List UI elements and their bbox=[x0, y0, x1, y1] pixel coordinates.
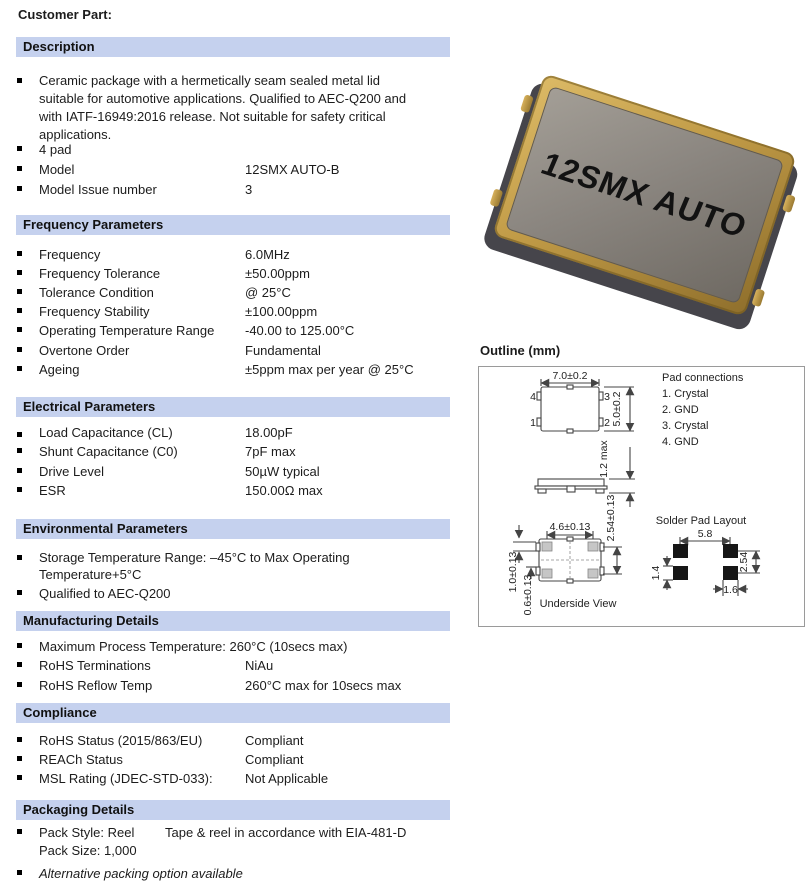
model-issue-value: 3 bbox=[245, 182, 253, 197]
underside-width-dim: 4.6±0.13 bbox=[549, 521, 591, 533]
bullet-icon bbox=[17, 590, 22, 595]
bullet-icon bbox=[17, 829, 22, 834]
packing-note-row bbox=[0, 866, 470, 883]
param-label: Overtone Order bbox=[39, 343, 130, 358]
bullet-icon bbox=[17, 308, 22, 313]
pad-number-3: 3 bbox=[604, 391, 610, 403]
param-value: Compliant bbox=[245, 733, 304, 748]
bullet-icon bbox=[17, 555, 22, 560]
param-value: @ 25°C bbox=[245, 285, 291, 300]
param-row bbox=[0, 678, 470, 695]
param-label: RoHS Terminations bbox=[39, 658, 151, 673]
param-label: Ageing bbox=[39, 362, 80, 377]
param-row bbox=[0, 444, 470, 461]
pad-connections bbox=[662, 372, 744, 448]
solder-pad-height-dim: 1.4 bbox=[650, 565, 662, 581]
pack-style-value: Tape & reel in accordance with EIA-481-D bbox=[165, 825, 407, 840]
description-line: with IATF-16949:2016 release. Not suitable for safety critical bbox=[39, 109, 386, 124]
model-issue-row bbox=[0, 182, 470, 199]
param-row bbox=[0, 266, 470, 283]
param-label: REACh Status bbox=[39, 752, 123, 767]
model-value: 12SMX AUTO-B bbox=[245, 162, 340, 177]
param-label: Drive Level bbox=[39, 464, 105, 479]
param-label: Frequency bbox=[39, 247, 101, 262]
section-header-packaging: Packaging Details bbox=[16, 800, 450, 820]
param-label: Operating Temperature Range bbox=[39, 323, 215, 338]
side-view bbox=[535, 440, 635, 507]
crystal-package bbox=[492, 73, 797, 317]
section-header-manufacturing: Manufacturing Details bbox=[16, 611, 450, 631]
param-value: Not Applicable bbox=[245, 771, 329, 786]
param-label: ESR bbox=[39, 483, 66, 498]
bullet-icon bbox=[17, 756, 22, 761]
underside-caption: Underside View bbox=[539, 598, 617, 610]
solder-pitch-dim: 2.54 bbox=[738, 551, 750, 573]
param-value: ±50.00ppm bbox=[245, 266, 310, 281]
param-value: ±100.00ppm bbox=[245, 304, 318, 319]
param-value: 6.0MHz bbox=[245, 247, 290, 262]
thickness-dim: 1.2 max bbox=[598, 440, 610, 478]
pack-size-text: Pack Size: 1,000 bbox=[39, 843, 137, 858]
param-value: Compliant bbox=[245, 752, 304, 767]
product-photo bbox=[488, 58, 804, 334]
pad-count-text: 4 pad bbox=[39, 142, 72, 157]
outline-title: Outline (mm) bbox=[480, 343, 561, 358]
package-marking-text: 12SMX AUTO bbox=[536, 145, 753, 245]
param-row bbox=[0, 285, 470, 302]
environmental-line: Storage Temperature Range: –45°C to Max Operating bbox=[39, 550, 350, 565]
param-value: 50µW typical bbox=[245, 464, 320, 479]
param-row bbox=[0, 752, 470, 769]
param-row bbox=[0, 464, 470, 481]
bullet-icon bbox=[17, 146, 22, 151]
section-header-electrical: Electrical Parameters bbox=[16, 397, 450, 417]
pad-number-1: 1 bbox=[530, 417, 536, 429]
bullet-icon bbox=[17, 166, 22, 171]
manufacturing-text: Maximum Process Temperature: 260°C (10secs max) bbox=[39, 639, 348, 654]
bullet-icon bbox=[17, 448, 22, 453]
param-row bbox=[0, 343, 470, 360]
bullet-icon bbox=[17, 870, 22, 875]
solder-pad-caption: Solder Pad Layout bbox=[655, 515, 747, 527]
pad-connections-title: Pad connections bbox=[662, 372, 744, 384]
bullet-icon bbox=[17, 468, 22, 473]
section-header-environmental: Environmental Parameters bbox=[16, 519, 450, 539]
param-label: MSL Rating (JDEC-STD-033): bbox=[39, 771, 213, 786]
model-row bbox=[0, 162, 470, 179]
bullet-icon bbox=[17, 487, 22, 492]
outline-svg bbox=[479, 367, 804, 626]
param-label: Load Capacitance (CL) bbox=[39, 425, 173, 440]
bullet-icon bbox=[17, 682, 22, 687]
pad-count-row bbox=[0, 142, 470, 159]
param-row bbox=[0, 362, 470, 379]
underside-pitch-dim: 2.54±0.13 bbox=[605, 494, 617, 542]
solder-span-dim: 5.8 bbox=[697, 528, 713, 540]
outline-drawing bbox=[478, 366, 805, 627]
param-label: Tolerance Condition bbox=[39, 285, 154, 300]
environmental-line: Temperature+5°C bbox=[39, 567, 142, 582]
param-row bbox=[0, 304, 470, 321]
pad-connection-item: 4. GND bbox=[662, 436, 699, 448]
description-line: Ceramic package with a hermetically seam sealed metal lid bbox=[39, 73, 381, 88]
pad-number-4: 4 bbox=[530, 391, 536, 403]
param-row bbox=[0, 483, 470, 500]
section-header-frequency: Frequency Parameters bbox=[16, 215, 450, 235]
param-value: Fundamental bbox=[245, 343, 321, 358]
section-header-compliance: Compliance bbox=[16, 703, 450, 723]
param-value: -40.00 to 125.00°C bbox=[245, 323, 355, 338]
param-row bbox=[0, 323, 470, 340]
bullet-icon bbox=[17, 78, 22, 83]
param-row bbox=[0, 247, 470, 264]
param-value: NiAu bbox=[245, 658, 274, 673]
pack-style-label: Pack Style: Reel bbox=[39, 825, 135, 840]
param-row bbox=[0, 425, 470, 442]
description-line: applications. bbox=[39, 127, 112, 142]
top-view bbox=[530, 370, 634, 433]
bullet-icon bbox=[17, 289, 22, 294]
param-label: Frequency Tolerance bbox=[39, 266, 161, 281]
param-label: RoHS Status (2015/863/EU) bbox=[39, 733, 203, 748]
param-row bbox=[0, 658, 470, 675]
pad-connection-item: 2. GND bbox=[662, 404, 699, 416]
param-value: 18.00pF bbox=[245, 425, 293, 440]
param-label: Frequency Stability bbox=[39, 304, 150, 319]
top-view-height-dim: 5.0±0.2 bbox=[611, 391, 623, 427]
bullet-icon bbox=[17, 432, 22, 437]
bullet-icon bbox=[17, 775, 22, 780]
param-value: ±5ppm max per year @ 25°C bbox=[245, 362, 414, 377]
bullet-icon bbox=[17, 270, 22, 275]
bullet-icon bbox=[17, 366, 22, 371]
solder-pad-layout bbox=[650, 515, 760, 596]
underside-view bbox=[507, 495, 622, 616]
param-label: RoHS Reflow Temp bbox=[39, 678, 153, 693]
manufacturing-row bbox=[0, 639, 470, 656]
bullet-icon bbox=[17, 737, 22, 742]
pack-size-row bbox=[0, 843, 470, 860]
underside-dim-a: 1.0±0.13 bbox=[507, 551, 519, 593]
bullet-icon bbox=[17, 662, 22, 667]
pad-connection-item: 3. Crystal bbox=[662, 420, 709, 432]
pad-connection-item: 1. Crystal bbox=[662, 388, 709, 400]
underside-dim-b: 0.6±0.13 bbox=[522, 574, 534, 616]
package-metal-lid bbox=[505, 86, 784, 304]
description-line: suitable for automotive applications. Qualified to AEC-Q200 and bbox=[39, 91, 407, 106]
bullet-icon bbox=[17, 251, 22, 256]
section-header-description: Description bbox=[16, 37, 450, 57]
top-view-width-dim: 7.0±0.2 bbox=[552, 370, 588, 382]
param-label: Shunt Capacitance (C0) bbox=[39, 444, 178, 459]
environmental-row bbox=[0, 586, 470, 603]
solder-pad-width-dim: 1.6 bbox=[723, 584, 738, 596]
param-row bbox=[0, 733, 470, 750]
bullet-icon bbox=[17, 347, 22, 352]
model-issue-label: Model Issue number bbox=[39, 182, 157, 197]
pack-style-row bbox=[0, 825, 470, 842]
param-value: 260°C max for 10secs max bbox=[245, 678, 402, 693]
param-value: 7pF max bbox=[245, 444, 296, 459]
param-row bbox=[0, 771, 470, 788]
bullet-icon bbox=[17, 327, 22, 332]
packing-note-text: Alternative packing option available bbox=[39, 866, 243, 881]
bullet-icon bbox=[17, 186, 22, 191]
pad-number-2: 2 bbox=[604, 417, 610, 429]
bullet-icon bbox=[17, 643, 22, 648]
customer-part-label: Customer Part: bbox=[18, 7, 112, 22]
model-label: Model bbox=[39, 162, 75, 177]
param-value: 150.00Ω max bbox=[245, 483, 323, 498]
environmental-text: Qualified to AEC-Q200 bbox=[39, 586, 171, 601]
